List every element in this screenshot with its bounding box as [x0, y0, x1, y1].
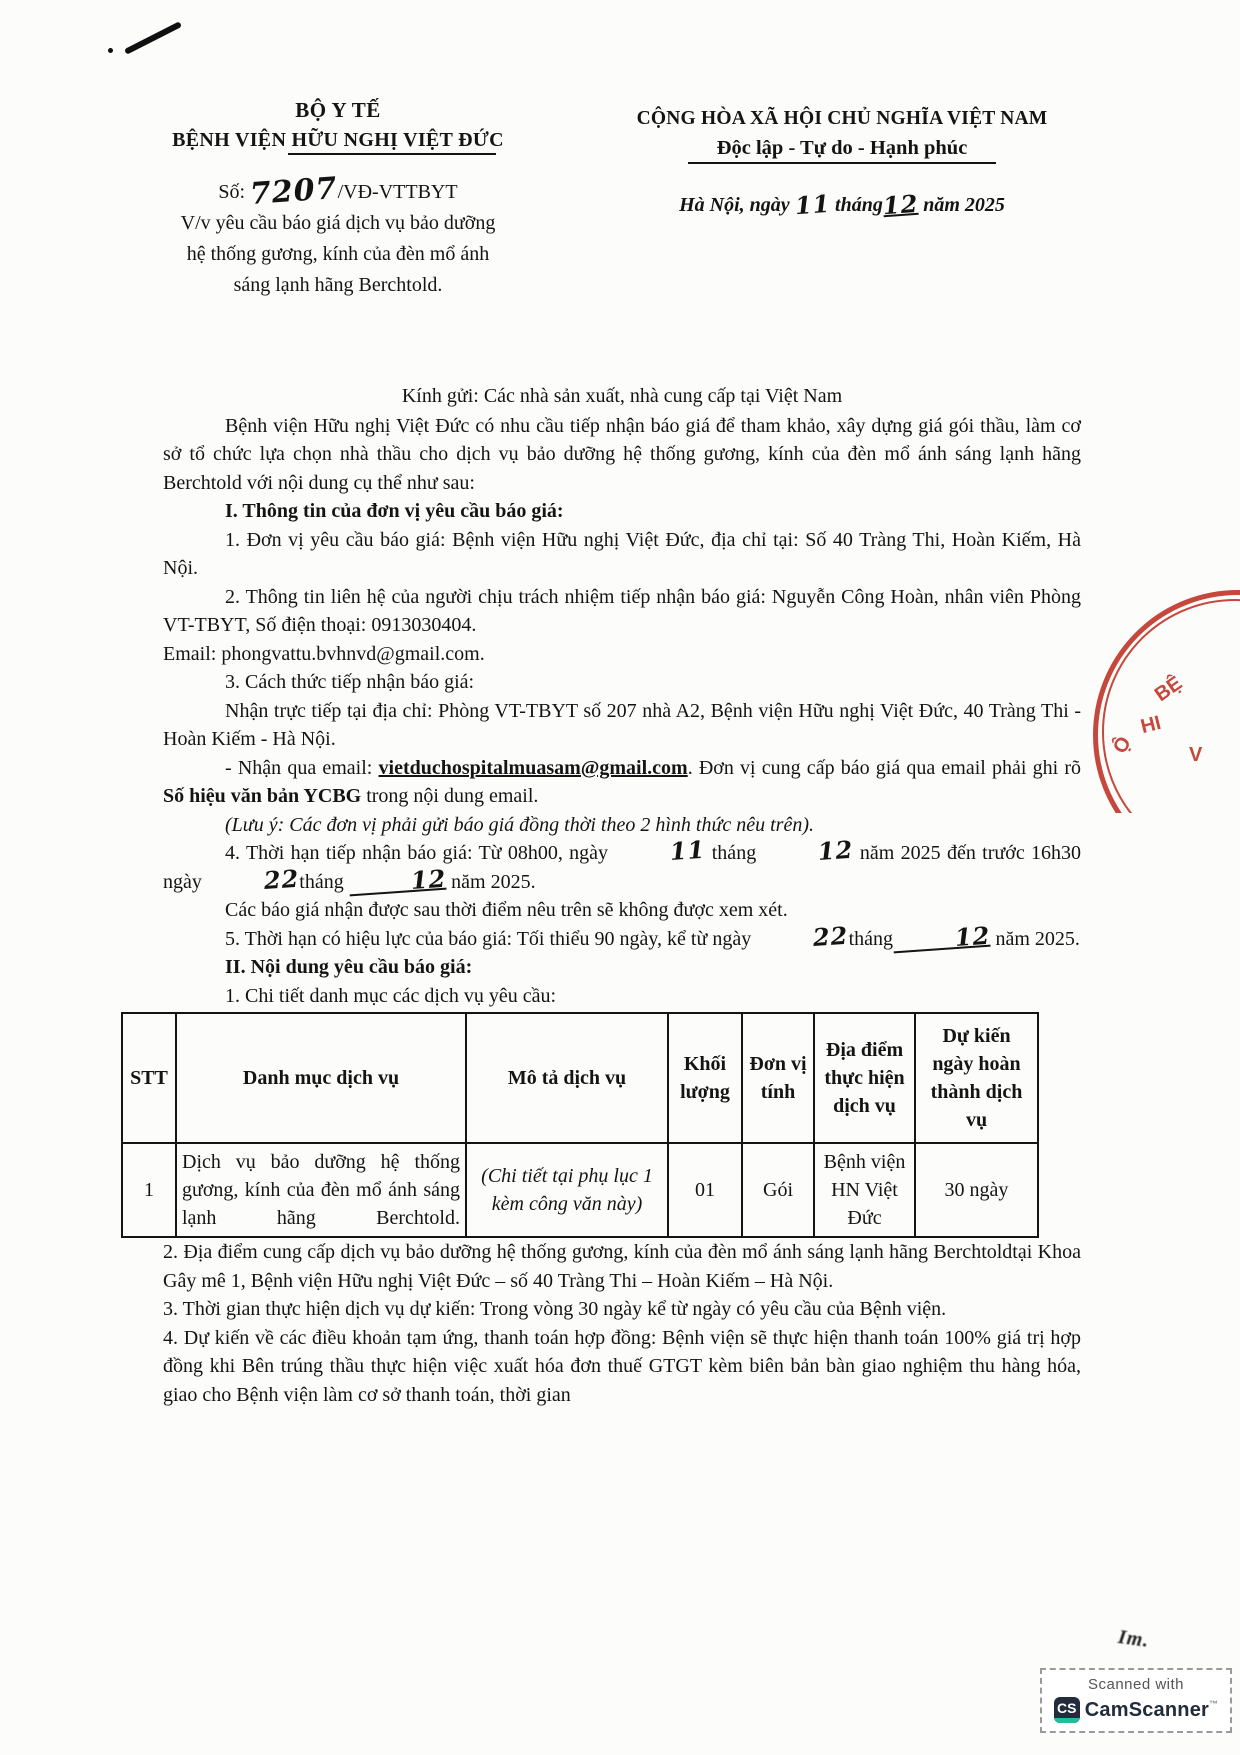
cell-unit: Gói [742, 1143, 814, 1237]
date-suffix: năm 2025 [923, 194, 1005, 216]
camscanner-trademark: ™ [1209, 1698, 1219, 1709]
camscanner-brand-text: CamScanner [1084, 1698, 1210, 1721]
section2-item1: 1. Chi tiết danh mục các dịch vụ yêu cầu: [225, 984, 557, 1007]
national-title: CỘNG HÒA XÃ HỘI CHỦ NGHĨA VIỆT NAM [636, 108, 1048, 129]
item4-day1-handwritten: 11 [668, 834, 707, 867]
item5-mid: tháng [848, 927, 894, 950]
item4-suffix: năm 2025. [446, 870, 536, 893]
email-line: Email: phongvattu.bvhnvd@gmail.com. [163, 642, 485, 665]
date-prefix: Hà Nội, ngày [679, 194, 790, 216]
header-right [562, 108, 1122, 221]
col-header-service-name: Danh mục dịch vụ [176, 1013, 466, 1143]
email-method-suffix: trong nội dung email. [361, 785, 539, 807]
salutation: Kính gửi: Các nhà sản xuất, nhà cung cấp tại Việt Nam [401, 385, 843, 407]
item5-suffix: năm 2025. [990, 927, 1080, 950]
doc-no-suffix: /VĐ-VTTBYT [337, 181, 458, 203]
section2-item3: 3. Thời gian thực hiện dịch vụ dự kiến: Trong vòng 30 ngày kể từ ngày có yêu cầu của Bệnh viện. [163, 1298, 947, 1320]
date-mid: tháng [835, 194, 883, 216]
stamp-inner-ring [1102, 599, 1240, 813]
ycbg-bold: Số hiệu văn bản YCBG [163, 785, 362, 807]
pen-stroke-mark [124, 21, 182, 54]
col-header-stt: STT [122, 1013, 176, 1143]
hospital-name: BỆNH VIỆN HỮU NGHỊ VIỆT ĐỨC [172, 129, 504, 151]
motto-underline [688, 162, 996, 164]
section1-item1: 1. Đơn vị yêu cầu báo giá: Bệnh viện Hữu nghị Việt Đức, địa chỉ tại: Số 40 Tràng Thi, Hoàn Kiếm, Hà Nội. [163, 528, 1081, 579]
cell-service-name: Dịch vụ bảo dưỡng hệ thống gương, kính của đèn mổ ánh sáng lạnh hãng Berchtold. [176, 1143, 466, 1237]
date-day-handwritten: 11 [793, 188, 831, 221]
stamp-text-fragment: HI [1138, 711, 1164, 739]
document-number [138, 170, 538, 213]
stamp-text-fragment: Ộ [1108, 732, 1136, 758]
camscanner-logo-icon [1054, 1697, 1080, 1723]
item5-prefix: 5. Thời hạn có hiệu lực của báo giá: Tối thiểu 90 ngày, kể từ ngày [225, 927, 752, 950]
section1-item4-note: Các báo giá nhận được sau thời điểm nêu trên sẽ không được xem xét. [225, 899, 788, 921]
table-row [122, 1143, 1038, 1237]
section1-item4 [163, 834, 1082, 896]
note-italic: (Lưu ý: Các đơn vị phải gửi báo giá đồng thời theo 2 hình thức nêu trên). [225, 813, 815, 836]
section1-item3-direct: Nhận trực tiếp tại địa chỉ: Phòng VT-TBYT số 207 nhà A2, Bệnh viện Hữu nghị Việt Đức, 40 Tràng Thi - Hoàn Kiếm - Hà Nội. [163, 699, 1081, 750]
section1-item3-email [163, 754, 1081, 811]
item5-day-handwritten: 22 [812, 920, 850, 952]
paragraph-intro: Bệnh viện Hữu nghị Việt Đức có nhu cầu tiếp nhận báo giá để tham khảo, xây dựng giá gói thầu, làm cơ sở tổ chức lựa chọn nhà thầu cho dịch vụ bảo dưỡng hệ thống gương, kính của đèn mổ ánh sáng lạnh hãng Berchtold với nội dung cụ thể như sau: [163, 414, 1081, 494]
item4-month1-handwritten: 12 [817, 834, 855, 867]
ministry-name: BỘ Y TẾ [295, 98, 381, 122]
item4-mid2: năm 2025 đến trước 16h30 ngày [163, 842, 1082, 893]
section2-item4: 4. Dự kiến về các điều khoản tạm ứng, thanh toán hợp đồng: Bệnh viện sẽ thực hiện thanh toán 100% giá trị hợp đồng khi Bên trúng thầu thực hiện việc xuất hóa đơn thuế GTGT kèm biên bản bàn giao nghiệm thu hàng hóa, giao cho Bệnh viện làm cơ sở thanh toán, thời gian [163, 1326, 1081, 1406]
camscanner-brand-name [1085, 1699, 1218, 1722]
camscanner-badge [1040, 1668, 1232, 1733]
item4-month2-handwritten: 12 [348, 869, 447, 896]
camscanner-logo-text: CS [1057, 1700, 1077, 1716]
cell-stt: 1 [122, 1143, 176, 1237]
item4-prefix: 4. Thời hạn tiếp nhận báo giá: Từ 08h00, ngày [225, 842, 609, 864]
email-method-prefix: - Nhận qua email: [225, 756, 379, 779]
section2-item2: 2. Địa điểm cung cấp dịch vụ bảo dưỡng hệ thống gương, kính của đèn mổ ánh sáng lạnh hãng Berchtoldtại Khoa Gây mê 1, Bệnh viện Hữu nghị Việt Đức – số 40 Tràng Thi – Hoàn Kiếm – Hà Nội. [163, 1241, 1081, 1292]
section1-item3: 3. Cách thức tiếp nhận báo giá: [225, 671, 475, 693]
hospital-underline [288, 153, 496, 155]
cell-due-date: 30 ngày [915, 1143, 1038, 1237]
header-left [138, 98, 538, 301]
section1-title: I. Thông tin của đơn vị yêu cầu báo giá: [225, 500, 564, 522]
cell-quantity: 01 [668, 1143, 742, 1237]
camscanner-brand-row [1050, 1697, 1222, 1723]
ink-smudge: Im. [1116, 1625, 1151, 1653]
col-header-due-date: Dự kiến ngày hoàn thành dịch vụ [915, 1013, 1038, 1143]
section2-title: II. Nội dung yêu cầu báo giá: [225, 956, 473, 978]
document-body [130, 382, 1082, 1409]
stamp-outer-ring [1093, 590, 1240, 813]
date-month-handwritten: 12 [881, 188, 920, 221]
col-header-quantity: Khối lượng [668, 1013, 742, 1143]
doc-no-handwritten: 7207 [248, 170, 339, 213]
item4-mid1: tháng [705, 842, 757, 864]
cell-description: (Chi tiết tại phụ lục 1 kèm công văn này) [466, 1143, 668, 1237]
section1-item5 [163, 920, 1081, 954]
section1-item2: 2. Thông tin liên hệ của người chịu trách nhiệm tiếp nhận báo giá: Nguyễn Công Hoàn, nhân viên Phòng VT-TBYT, Số điện thoại: 0913030404. [163, 585, 1081, 636]
place-date-line [562, 188, 1122, 221]
col-header-location: Địa điểm thực hiện dịch vụ [814, 1013, 915, 1143]
stamp-text-fragment: V [1189, 744, 1203, 766]
document-subject: V/v yêu cầu báo giá dịch vụ bảo dưỡng hệ thống gương, kính của đèn mổ ánh sáng lạnh hãng Berchtold. [180, 212, 496, 296]
cell-location: Bệnh viện HN Việt Đức [814, 1143, 915, 1237]
national-motto: Độc lập - Tự do - Hạnh phúc [716, 137, 968, 159]
email-method-mid: . Đơn vị cung cấp báo giá qua email phải ghi rõ [687, 756, 1082, 779]
col-header-description: Mô tả dịch vụ [466, 1013, 668, 1143]
stamp-text-fragment: BỆ [1150, 672, 1187, 707]
hospital-red-stamp [1085, 578, 1240, 813]
doc-no-label: Số: [218, 181, 246, 203]
item5-month-handwritten: 12 [892, 926, 991, 953]
service-request-table [121, 1012, 1039, 1238]
procurement-email-link: vietduchospitalmuasam@gmail.com [378, 756, 688, 779]
item4-mid3: tháng [299, 870, 349, 893]
pen-dot-mark [108, 48, 113, 53]
item4-day2-handwritten: 22 [262, 863, 301, 895]
col-header-unit: Đơn vị tính [742, 1013, 814, 1143]
camscanner-logo-bar [1054, 1718, 1080, 1723]
camscanner-scanned-with-label: Scanned with [1087, 1676, 1185, 1693]
